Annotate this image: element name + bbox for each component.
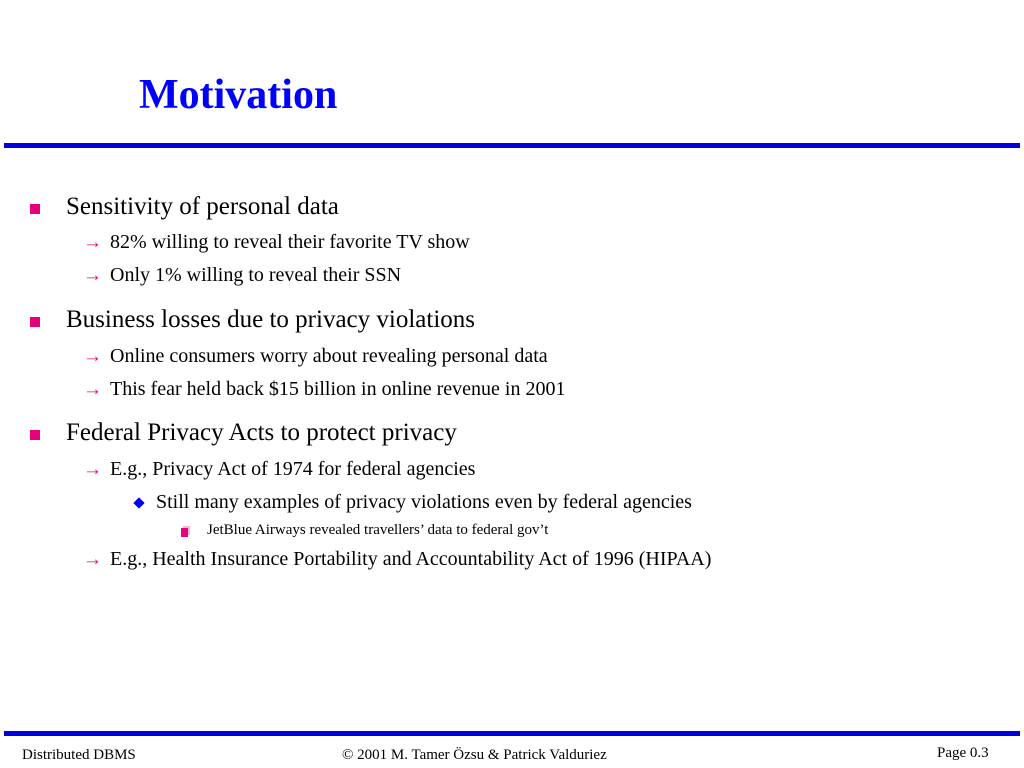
footer-course-title: Distributed DBMS bbox=[22, 747, 136, 763]
bullet-item: Business losses due to privacy violations bbox=[66, 306, 475, 333]
square-bullet-icon bbox=[30, 317, 40, 327]
arrow-bullet-icon: → bbox=[83, 346, 102, 367]
tablet-bullet-icon bbox=[181, 525, 190, 536]
sub-bullet-item: Only 1% willing to reveal their SSN bbox=[110, 264, 402, 286]
sub-bullet-item: Online consumers worry about revealing personal data bbox=[110, 345, 548, 367]
bullet-item: Sensitivity of personal data bbox=[66, 193, 339, 220]
square-bullet-icon bbox=[30, 430, 40, 440]
arrow-bullet-icon: → bbox=[83, 379, 102, 400]
arrow-bullet-icon: → bbox=[83, 459, 102, 480]
sub-bullet-item: E.g., Privacy Act of 1974 for federal agencies bbox=[110, 458, 476, 480]
sub-sub-bullet-item: Still many examples of privacy violations even by federal agencies bbox=[156, 491, 692, 513]
sub-bullet-item: 82% willing to reveal their favorite TV show bbox=[110, 231, 470, 253]
footer-copyright: © 2001 M. Tamer Özsu & Patrick Valduriez bbox=[342, 747, 607, 763]
arrow-bullet-icon: → bbox=[83, 232, 102, 253]
footer-divider bbox=[4, 731, 1020, 736]
detail-bullet-item: JetBlue Airways revealed travellers’ data to federal gov’t bbox=[207, 522, 549, 538]
arrow-bullet-icon: → bbox=[83, 265, 102, 286]
diamond-bullet-icon bbox=[133, 497, 144, 508]
arrow-bullet-icon: → bbox=[83, 549, 102, 570]
footer-page-number: Page 0.3 bbox=[937, 745, 989, 761]
slide-title: Motivation bbox=[139, 72, 338, 118]
bullet-item: Federal Privacy Acts to protect privacy bbox=[66, 419, 457, 446]
square-bullet-icon bbox=[30, 204, 40, 214]
title-divider bbox=[4, 143, 1020, 148]
sub-bullet-item: This fear held back $15 billion in online revenue in 2001 bbox=[110, 378, 566, 400]
sub-bullet-item: E.g., Health Insurance Portability and Accountability Act of 1996 (HIPAA) bbox=[110, 548, 712, 570]
